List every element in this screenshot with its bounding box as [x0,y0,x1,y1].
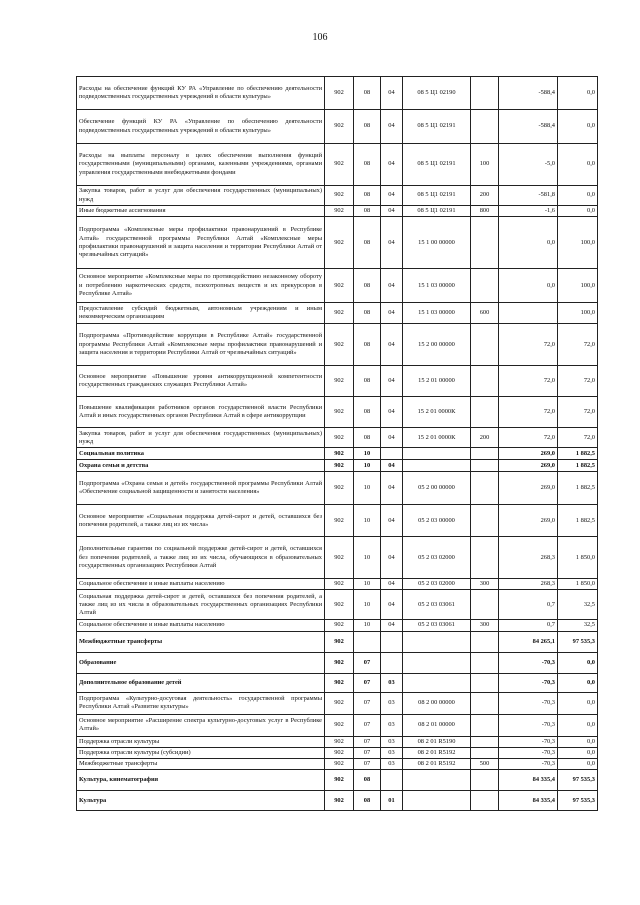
amount-first-year-cell: -588,4 [499,110,558,144]
subsection-code-cell [381,631,403,652]
section-code-cell: 07 [354,759,381,770]
table-row [77,217,598,269]
grbs-code-cell: 902 [325,472,354,505]
subsection-code-cell: 04 [381,590,403,620]
amount-second-year-cell: 1 882,5 [558,505,598,537]
grbs-code-cell: 902 [325,770,354,791]
expense-type-cell [471,537,499,579]
amount-first-year-cell: -5,0 [499,144,558,186]
amount-second-year-cell: 0,0 [558,206,598,217]
expense-type-cell: 500 [471,759,499,770]
target-article-cell: 08 2 01 R5192 [403,747,471,758]
expense-type-cell [471,448,499,460]
amount-second-year-cell: 0,0 [558,736,598,747]
subsection-code-cell: 04 [381,366,403,397]
target-article-cell: 08 5 Ц1 02191 [403,110,471,144]
subsection-code-cell: 04 [381,428,403,448]
budget-table [76,76,598,811]
row-name-cell: Образование [77,652,325,673]
subsection-code-cell: 04 [381,303,403,324]
grbs-code-cell: 902 [325,303,354,324]
target-article-cell [403,652,471,673]
row-name-cell: Социальная политика [77,448,325,460]
section-code-cell: 10 [354,620,381,631]
amount-first-year-cell: 269,0 [499,448,558,460]
subsection-code-cell: 04 [381,186,403,206]
amount-second-year-cell: 72,0 [558,397,598,428]
expense-type-cell [471,472,499,505]
row-name-cell: Подпрограмма «Комплексные меры профилактики правонарушений в Республике Алтай» государственной программы Республики Алтай «Комплексные меры профилактики правонарушений и защита населения и территории Республики Алтай от чрезвычайных ситуаций» [77,217,325,269]
subsection-code-cell [381,448,403,460]
grbs-code-cell: 902 [325,217,354,269]
subsection-code-cell: 03 [381,747,403,758]
amount-second-year-cell: 100,0 [558,217,598,269]
amount-first-year-cell: 0,0 [499,269,558,303]
expense-type-cell [471,673,499,692]
section-code-cell: 08 [354,770,381,791]
grbs-code-cell: 902 [325,620,354,631]
amount-first-year-cell: 84 265,1 [499,631,558,652]
subsection-code-cell: 04 [381,579,403,590]
grbs-code-cell: 902 [325,324,354,366]
expense-type-cell [471,269,499,303]
amount-first-year-cell: 72,0 [499,397,558,428]
target-article-cell [403,770,471,791]
amount-first-year-cell: 268,3 [499,537,558,579]
subsection-code-cell: 03 [381,673,403,692]
table-row [77,579,598,590]
section-code-cell: 08 [354,397,381,428]
subsection-code-cell: 04 [381,110,403,144]
row-name-cell: Межбюджетные трансферты [77,759,325,770]
section-code-cell: 07 [354,652,381,673]
table-row [77,620,598,631]
amount-second-year-cell: 97 535,3 [558,770,598,791]
grbs-code-cell: 902 [325,714,354,736]
table-row [77,428,598,448]
section-code-cell: 08 [354,366,381,397]
amount-first-year-cell: -70,3 [499,736,558,747]
row-name-cell: Социальное обеспечение и иные выплаты населению [77,620,325,631]
target-article-cell [403,448,471,460]
amount-second-year-cell: 100,0 [558,303,598,324]
section-code-cell: 08 [354,144,381,186]
section-code-cell: 08 [354,303,381,324]
amount-first-year-cell: 0,7 [499,590,558,620]
amount-first-year-cell: -70,3 [499,673,558,692]
amount-second-year-cell: 0,0 [558,747,598,758]
target-article-cell: 08 5 Ц1 02191 [403,144,471,186]
subsection-code-cell: 03 [381,736,403,747]
expense-type-cell [471,324,499,366]
amount-second-year-cell: 0,0 [558,144,598,186]
section-code-cell: 08 [354,791,381,811]
subsection-code-cell: 04 [381,206,403,217]
section-code-cell: 08 [354,186,381,206]
table-row [77,747,598,758]
amount-second-year-cell: 97 535,3 [558,791,598,811]
row-name-cell: Подпрограмма «Противодействие коррупции в Республике Алтай» государственной программы Республики Алтай «Комплексные меры профилактики правонарушений и защита населения и территории Республики Алтай от чрезвычайных ситуаций» [77,324,325,366]
grbs-code-cell: 902 [325,366,354,397]
target-article-cell: 08 2 01 R5192 [403,759,471,770]
row-name-cell: Охрана семьи и детства [77,460,325,472]
table-row [77,144,598,186]
row-name-cell: Иные бюджетные ассигнования [77,206,325,217]
subsection-code-cell: 03 [381,692,403,714]
target-article-cell: 15 2 01 00000 [403,366,471,397]
section-code-cell: 07 [354,673,381,692]
section-code-cell: 08 [354,110,381,144]
amount-first-year-cell: -70,3 [499,692,558,714]
amount-first-year-cell: -70,3 [499,714,558,736]
amount-second-year-cell: 1 882,5 [558,472,598,505]
target-article-cell: 05 2 03 02000 [403,579,471,590]
target-article-cell: 15 2 00 00000 [403,324,471,366]
table-row [77,631,598,652]
subsection-code-cell: 04 [381,324,403,366]
table-row [77,448,598,460]
table-row [77,269,598,303]
expense-type-cell: 800 [471,206,499,217]
target-article-cell [403,631,471,652]
target-article-cell: 05 2 03 03061 [403,590,471,620]
target-article-cell: 05 2 03 00000 [403,505,471,537]
section-code-cell: 07 [354,692,381,714]
subsection-code-cell: 04 [381,460,403,472]
section-code-cell: 10 [354,579,381,590]
grbs-code-cell: 902 [325,110,354,144]
table-row [77,590,598,620]
expense-type-cell [471,692,499,714]
amount-second-year-cell: 1 882,5 [558,448,598,460]
section-code-cell: 08 [354,269,381,303]
grbs-code-cell: 902 [325,186,354,206]
row-name-cell: Дополнительные гарантии по социальной поддержке детей-сирот и детей, оставшихся без попечения родителей, а также лиц из их числа, обучающихся в образовательных государственных организациях Республики Алтай [77,537,325,579]
expense-type-cell [471,460,499,472]
amount-first-year-cell: 72,0 [499,428,558,448]
row-name-cell: Дополнительное образование детей [77,673,325,692]
table-row [77,366,598,397]
grbs-code-cell: 902 [325,791,354,811]
expense-type-cell [471,791,499,811]
amount-second-year-cell: 32,5 [558,590,598,620]
expense-type-cell: 600 [471,303,499,324]
expense-type-cell [471,714,499,736]
amount-first-year-cell: 84 335,4 [499,791,558,811]
table-row [77,206,598,217]
amount-first-year-cell: 269,0 [499,460,558,472]
target-article-cell: 08 5 Ц1 02190 [403,77,471,110]
amount-first-year-cell: 84 335,4 [499,770,558,791]
section-code-cell: 10 [354,448,381,460]
table-row [77,472,598,505]
amount-first-year-cell: 269,0 [499,472,558,505]
grbs-code-cell: 902 [325,505,354,537]
grbs-code-cell: 902 [325,579,354,590]
expense-type-cell: 100 [471,144,499,186]
table-row [77,460,598,472]
budget-table-body [77,77,598,811]
target-article-cell: 08 5 Ц1 02191 [403,206,471,217]
grbs-code-cell: 902 [325,736,354,747]
subsection-code-cell: 01 [381,791,403,811]
amount-second-year-cell: 0,0 [558,692,598,714]
amount-second-year-cell: 72,0 [558,428,598,448]
table-row [77,324,598,366]
table-row [77,673,598,692]
subsection-code-cell: 04 [381,537,403,579]
grbs-code-cell: 902 [325,631,354,652]
grbs-code-cell: 902 [325,673,354,692]
section-code-cell: 07 [354,714,381,736]
amount-second-year-cell: 32,5 [558,620,598,631]
expense-type-cell [471,77,499,110]
page-number: 106 [312,32,328,43]
amount-first-year-cell: -581,8 [499,186,558,206]
target-article-cell: 05 2 03 03061 [403,620,471,631]
grbs-code-cell: 902 [325,269,354,303]
section-code-cell: 10 [354,590,381,620]
expense-type-cell [471,631,499,652]
grbs-code-cell: 902 [325,460,354,472]
table-row [77,505,598,537]
table-row [77,770,598,791]
subsection-code-cell: 03 [381,759,403,770]
amount-second-year-cell: 72,0 [558,366,598,397]
row-name-cell: Закупка товаров, работ и услуг для обеспечения государственных (муниципальных) нужд [77,428,325,448]
target-article-cell: 08 2 01 00000 [403,714,471,736]
target-article-cell: 05 2 03 02000 [403,537,471,579]
table-row [77,110,598,144]
section-code-cell: 10 [354,505,381,537]
table-row [77,397,598,428]
row-name-cell: Основное мероприятие «Социальная поддержка детей-сирот и детей, оставшихся без попечения родителей, а также лиц из их числа» [77,505,325,537]
section-code-cell: 08 [354,77,381,110]
subsection-code-cell [381,770,403,791]
target-article-cell: 05 2 00 00000 [403,472,471,505]
amount-first-year-cell: -1,6 [499,206,558,217]
table-row [77,186,598,206]
section-code-cell: 10 [354,472,381,505]
amount-first-year-cell: 269,0 [499,505,558,537]
subsection-code-cell [381,652,403,673]
subsection-code-cell: 04 [381,505,403,537]
row-name-cell: Повышение квалификации работников органов государственной власти Республики Алтай и иных государственных органов Республики Алтай в сфере антикоррупции [77,397,325,428]
amount-first-year-cell: 72,0 [499,366,558,397]
subsection-code-cell: 04 [381,397,403,428]
row-name-cell: Социальное обеспечение и иные выплаты населению [77,579,325,590]
section-code-cell [354,631,381,652]
row-name-cell: Подпрограмма «Культурно-досуговая деятельность» государственной программы Республики Алтай «Развитие культуры» [77,692,325,714]
amount-second-year-cell: 1 882,5 [558,460,598,472]
amount-second-year-cell: 1 850,0 [558,579,598,590]
table-row [77,537,598,579]
table-row [77,303,598,324]
amount-first-year-cell: -70,3 [499,747,558,758]
section-code-cell: 08 [354,217,381,269]
row-name-cell: Основное мероприятие «Расширение спектра культурно-досуговых услуг в Республике Алтай» [77,714,325,736]
amount-second-year-cell: 0,0 [558,77,598,110]
amount-second-year-cell: 100,0 [558,269,598,303]
target-article-cell: 15 2 01 0000К [403,397,471,428]
expense-type-cell [471,110,499,144]
amount-first-year-cell: 0,0 [499,217,558,269]
subsection-code-cell: 04 [381,620,403,631]
table-row [77,714,598,736]
expense-type-cell [471,217,499,269]
row-name-cell: Расходы на выплаты персоналу в целях обеспечения выполнения функций государственными (муниципальными) органами, казенными учреждениями, органами управления государственными внебюджетными фондами [77,144,325,186]
target-article-cell: 15 1 00 00000 [403,217,471,269]
amount-first-year-cell: 72,0 [499,324,558,366]
subsection-code-cell: 04 [381,269,403,303]
amount-second-year-cell: 0,0 [558,186,598,206]
table-row [77,759,598,770]
grbs-code-cell: 902 [325,692,354,714]
target-article-cell: 15 2 01 0000К [403,428,471,448]
expense-type-cell: 200 [471,428,499,448]
amount-second-year-cell: 0,0 [558,714,598,736]
table-row [77,77,598,110]
table-row [77,736,598,747]
expense-type-cell [471,736,499,747]
expense-type-cell [471,590,499,620]
section-code-cell: 08 [354,324,381,366]
table-row [77,692,598,714]
amount-second-year-cell: 97 535,3 [558,631,598,652]
amount-second-year-cell: 72,0 [558,324,598,366]
grbs-code-cell: 902 [325,206,354,217]
grbs-code-cell: 902 [325,77,354,110]
amount-second-year-cell: 0,0 [558,759,598,770]
amount-second-year-cell: 0,0 [558,110,598,144]
row-name-cell: Закупка товаров, работ и услуг для обеспечения государственных (муниципальных) нужд [77,186,325,206]
grbs-code-cell: 902 [325,652,354,673]
target-article-cell: 15 1 03 00000 [403,303,471,324]
subsection-code-cell: 04 [381,77,403,110]
grbs-code-cell: 902 [325,747,354,758]
target-article-cell [403,460,471,472]
section-code-cell: 07 [354,736,381,747]
amount-first-year-cell: -70,3 [499,759,558,770]
amount-first-year-cell: -588,4 [499,77,558,110]
table-row [77,791,598,811]
grbs-code-cell: 902 [325,397,354,428]
row-name-cell: Основное мероприятие «Повышение уровня антикоррупционной компетентности государственных гражданских служащих Республики Алтай» [77,366,325,397]
subsection-code-cell: 04 [381,472,403,505]
expense-type-cell: 200 [471,186,499,206]
grbs-code-cell: 902 [325,448,354,460]
expense-type-cell [471,397,499,428]
grbs-code-cell: 902 [325,428,354,448]
amount-first-year-cell: 268,3 [499,579,558,590]
grbs-code-cell: 902 [325,590,354,620]
section-code-cell: 08 [354,206,381,217]
expense-type-cell [471,505,499,537]
expense-type-cell [471,652,499,673]
row-name-cell: Культура [77,791,325,811]
table-row [77,652,598,673]
row-name-cell: Поддержка отрасли культуры [77,736,325,747]
amount-first-year-cell: -70,3 [499,652,558,673]
row-name-cell: Обеспечение функций КУ РА «Управление по обеспечению деятельности подведомственных государственных учреждений в области культуры» [77,110,325,144]
row-name-cell: Расходы на обеспечение функций КУ РА «Управление по обеспечению деятельности подведомственных государственных учреждений в области культуры» [77,77,325,110]
expense-type-cell: 300 [471,620,499,631]
row-name-cell: Предоставление субсидий бюджетным, автономным учреждениям и иным некоммерческим организациям [77,303,325,324]
row-name-cell: Основное мероприятие «Комплексные меры по противодействию незаконному обороту и потреблению наркотических средств, психотропных веществ и их прекурсоров в Республике Алтай» [77,269,325,303]
amount-first-year-cell [499,303,558,324]
expense-type-cell [471,770,499,791]
target-article-cell: 08 2 01 R5190 [403,736,471,747]
subsection-code-cell: 04 [381,217,403,269]
section-code-cell: 10 [354,460,381,472]
target-article-cell: 15 1 03 00000 [403,269,471,303]
grbs-code-cell: 902 [325,537,354,579]
grbs-code-cell: 902 [325,759,354,770]
amount-second-year-cell: 0,0 [558,673,598,692]
target-article-cell: 08 5 Ц1 02191 [403,186,471,206]
subsection-code-cell: 04 [381,144,403,186]
row-name-cell: Культура, кинематография [77,770,325,791]
section-code-cell: 07 [354,747,381,758]
expense-type-cell [471,747,499,758]
amount-second-year-cell: 0,0 [558,652,598,673]
subsection-code-cell: 03 [381,714,403,736]
amount-second-year-cell: 1 850,0 [558,537,598,579]
section-code-cell: 10 [354,537,381,579]
row-name-cell: Социальная поддержка детей-сирот и детей, оставшихся без попечения родителей, а также лиц из их числа в образовательных государственных организациях Республики Алтай [77,590,325,620]
row-name-cell: Межбюджетные трансферты [77,631,325,652]
expense-type-cell: 300 [471,579,499,590]
grbs-code-cell: 902 [325,144,354,186]
amount-first-year-cell: 0,7 [499,620,558,631]
row-name-cell: Подпрограмма «Охрана семьи и детей» государственной программы Республики Алтай «Обеспечение социальной защищенности и занятости населения» [77,472,325,505]
row-name-cell: Поддержка отрасли культуры (субсидии) [77,747,325,758]
target-article-cell [403,673,471,692]
expense-type-cell [471,366,499,397]
target-article-cell [403,791,471,811]
section-code-cell: 08 [354,428,381,448]
target-article-cell: 08 2 00 00000 [403,692,471,714]
